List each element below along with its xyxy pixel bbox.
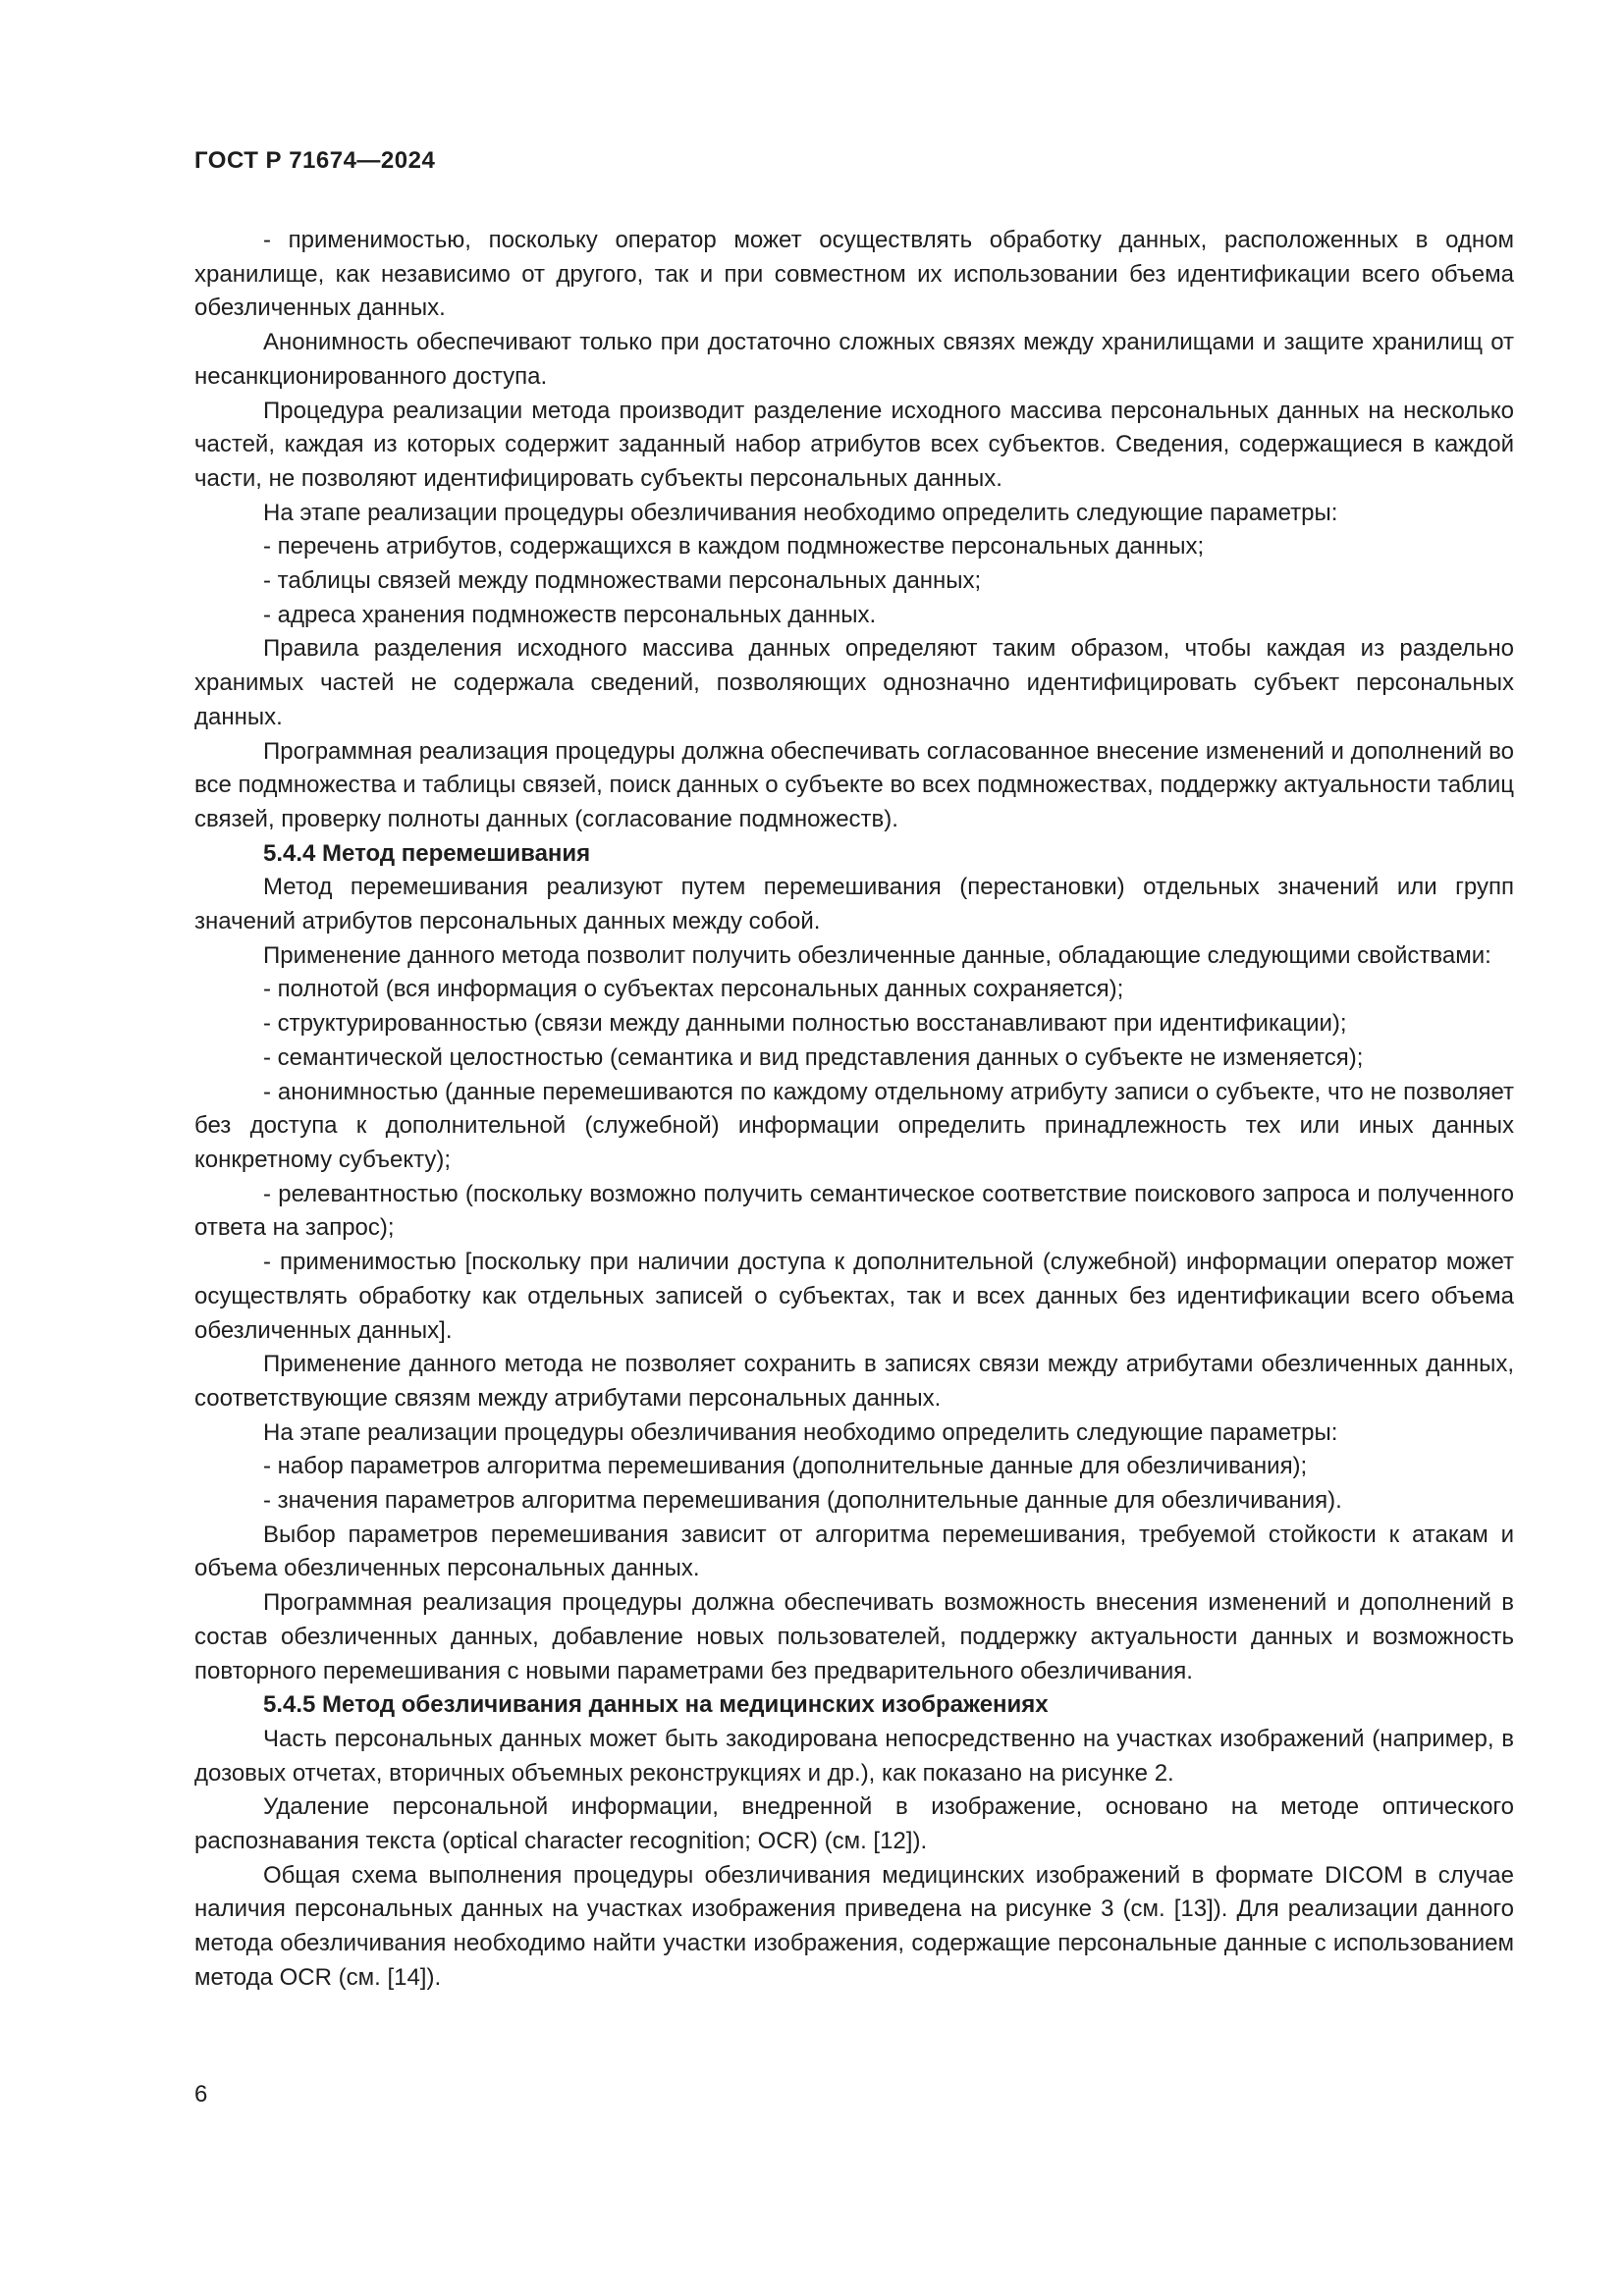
paragraph: Выбор параметров перемешивания зависит от алгоритма перемешивания, требуемой стойкости к атакам и объема обезличенных персональных данных. bbox=[194, 1521, 1514, 1582]
list-item: - набор параметров алгоритма перемешивания (дополнительные данные для обезличивания); bbox=[263, 1453, 1308, 1480]
paragraph: На этапе реализации процедуры обезличивания необходимо определить следующие параметры: bbox=[263, 1418, 1338, 1446]
paragraph: - применимостью, поскольку оператор может осуществлять обработку данных, расположенных в одном хранилище, как независимо от другого, так и при совместном их использовании без идентификации всего объема обезличенных данных. bbox=[194, 227, 1514, 322]
paragraph: Правила разделения исходного массива данных определяют таким образом, чтобы каждая из раздельно хранимых частей не содержала сведений, позволяющих однозначно идентифицировать субъект персональных данных. bbox=[194, 635, 1514, 730]
section-heading-5-4-4: 5.4.4 Метод перемешивания bbox=[263, 839, 591, 867]
document-header: ГОСТ Р 71674—2024 bbox=[194, 147, 436, 174]
paragraph: Программная реализация процедуры должна обеспечивать возможность внесения изменений и дополнений в состав обезличенных данных, добавление новых пользователей, поддержку актуальности данных и возможность повторного перемешивания с новыми параметрами без предварительного обезличивания. bbox=[194, 1589, 1514, 1684]
list-item: - перечень атрибутов, содержащихся в каждом подмножестве персональных данных; bbox=[263, 533, 1205, 561]
paragraph: Общая схема выполнения процедуры обезличивания медицинских изображений в формате DICOM в случае наличия персональных данных на участках изображения приведена на рисунке 3 (см. [13]). Для реализации данного метода обезличивания необходимо найти участки изображения, содержащие персональные данные с использованием метода OCR (см. [14]). bbox=[194, 1861, 1514, 1991]
list-item: - применимостью [поскольку при наличии доступа к дополнительной (служебной) информации оператор может осуществлять обработку как отдельных записей о субъектах, так и всех данных без идентификации всего объема обезличенных данных]. bbox=[194, 1249, 1514, 1344]
list-item: - таблицы связей между подмножествами персональных данных; bbox=[263, 567, 982, 595]
list-item: - полнотой (вся информация о субъектах персональных данных сохраняется); bbox=[263, 976, 1124, 1003]
list-item: - анонимностью (данные перемешиваются по каждому отдельному атрибуту записи о субъекте, что не позволяет без доступа к дополнительной (служебной) информации определить принадлежность тех или иных данных конкретному субъекту); bbox=[194, 1078, 1514, 1173]
paragraph: Применение данного метода не позволяет сохранить в записях связи между атрибутами обезличенных данных, соответствующие связям между атрибутами персональных данных. bbox=[194, 1351, 1514, 1412]
list-item: - релевантностью (поскольку возможно получить семантическое соответствие поискового запроса и полученного ответа на запрос); bbox=[194, 1180, 1514, 1242]
paragraph: Часть персональных данных может быть закодирована непосредственно на участках изображений (например, в дозовых отчетах, вторичных объемных реконструкциях и др.), как показано на рисунке 2. bbox=[194, 1725, 1514, 1787]
paragraph: Анонимность обеспечивают только при достаточно сложных связях между хранилищами и защите хранилищ от несанкционированного доступа. bbox=[194, 329, 1514, 390]
section-heading-5-4-5: 5.4.5 Метод обезличивания данных на медицинских изображениях bbox=[263, 1691, 1049, 1719]
paragraph: Применение данного метода позволит получить обезличенные данные, обладающие следующими свойствами: bbox=[263, 941, 1491, 969]
page-number: 6 bbox=[194, 2081, 208, 2108]
body-text bbox=[194, 224, 1514, 1996]
list-item: - значения параметров алгоритма перемешивания (дополнительные данные для обезличивания). bbox=[263, 1487, 1342, 1515]
list-item: - адреса хранения подмножеств персональных данных. bbox=[263, 601, 877, 628]
list-item: - структурированностью (связи между данными полностью восстанавливают при идентификации); bbox=[263, 1010, 1347, 1038]
list-item: - семантической целостностью (семантика и вид представления данных о субъекте не изменяется); bbox=[263, 1043, 1364, 1071]
paragraph: Программная реализация процедуры должна обеспечивать согласованное внесение изменений и дополнений во все подмножества и таблицы связей, поиск данных о субъекте во всех подмножествах, поддержку актуальности таблиц связей, проверку полноты данных (согласование подмножеств). bbox=[194, 737, 1514, 832]
paragraph: На этапе реализации процедуры обезличивания необходимо определить следующие параметры: bbox=[263, 499, 1338, 526]
paragraph: Процедура реализации метода производит разделение исходного массива персональных данных на несколько частей, каждая из которых содержит заданный набор атрибутов всех субъектов. Сведения, содержащиеся в каждой части, не позволяют идентифицировать субъекты персональных данных. bbox=[194, 397, 1514, 492]
paragraph: Метод перемешивания реализуют путем перемешивания (перестановки) отдельных значений или групп значений атрибутов персональных данных между собой. bbox=[194, 874, 1514, 935]
paragraph: Удаление персональной информации, внедренной в изображение, основано на методе оптического распознавания текста (optical character recognition; OCR) (см. [12]). bbox=[194, 1793, 1514, 1855]
